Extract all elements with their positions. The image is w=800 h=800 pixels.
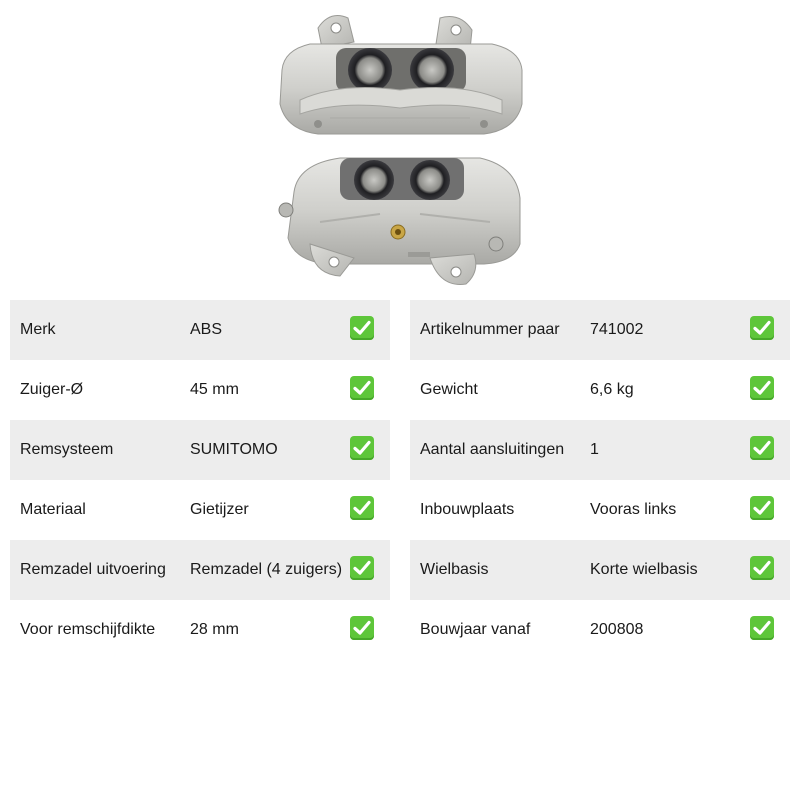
spec-value: 200808 <box>590 621 644 638</box>
spec-value: Korte wielbasis <box>590 561 698 578</box>
spec-label: Bouwjaar vanaf <box>420 621 531 638</box>
spec-value: 45 mm <box>190 381 239 398</box>
check-icon <box>350 556 374 580</box>
spec-value: Remzadel (4 zuigers) <box>190 561 343 578</box>
spec-row <box>10 480 390 540</box>
check-icon <box>350 316 374 340</box>
spec-row <box>410 420 790 480</box>
spec-row <box>410 600 790 660</box>
spec-value: ABS <box>190 321 223 338</box>
spec-value: 1 <box>590 441 599 458</box>
spec-value: Vooras links <box>590 501 677 518</box>
spec-value: 6,6 kg <box>590 381 634 398</box>
spec-row <box>410 480 790 540</box>
bottom-caliper <box>279 158 520 284</box>
spec-row <box>10 360 390 420</box>
check-icon <box>750 436 774 460</box>
check-icon <box>350 616 374 640</box>
spec-label: Zuiger-Ø <box>20 381 84 398</box>
spec-label: Wielbasis <box>420 561 489 578</box>
spec-value: SUMITOMO <box>190 441 278 458</box>
spec-value: 28 mm <box>190 621 239 638</box>
check-icon <box>350 376 374 400</box>
spec-row <box>410 300 790 360</box>
spec-value: 741002 <box>590 321 644 338</box>
spec-row <box>10 600 390 660</box>
check-icon <box>750 496 774 520</box>
spec-label: Gewicht <box>420 381 478 398</box>
spec-label: Aantal aansluitingen <box>420 441 565 458</box>
spec-label: Remzadel uitvoering <box>20 561 166 578</box>
spec-label: Voor remschijfdikte <box>20 621 156 638</box>
check-icon <box>750 376 774 400</box>
top-caliper <box>280 16 522 134</box>
spec-table-left <box>10 300 390 660</box>
check-icon <box>350 436 374 460</box>
spec-label: Inbouwplaats <box>420 501 515 518</box>
spec-label: Artikelnummer paar <box>420 321 560 338</box>
spec-row <box>10 420 390 480</box>
spec-label: Materiaal <box>20 501 86 518</box>
spec-label: Remsysteem <box>20 441 114 458</box>
brake-caliper-image <box>270 8 532 292</box>
spec-label: Merk <box>20 321 56 338</box>
spec-row <box>410 360 790 420</box>
check-icon <box>750 616 774 640</box>
spec-value: Gietijzer <box>190 501 249 518</box>
spec-row <box>10 300 390 360</box>
check-icon <box>750 556 774 580</box>
spec-row <box>410 540 790 600</box>
spec-table-right <box>410 300 790 660</box>
check-icon <box>350 496 374 520</box>
spec-row <box>10 540 390 600</box>
check-icon <box>750 316 774 340</box>
